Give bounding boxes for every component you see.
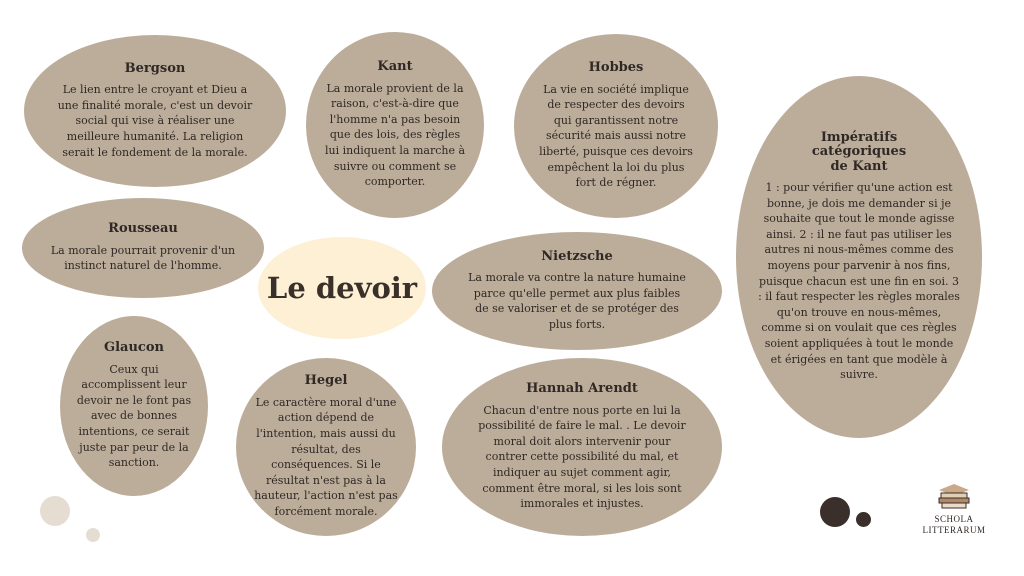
logo-line-2: LITTERARUM [922, 525, 986, 536]
bergson-text: Le lien entre le croyant et Dieu a une finalité morale, c'est un devoir social qui vise à réaliser une meilleure humanité. La religion serait le fondement de la morale. [57, 83, 253, 159]
hobbes-title: Hobbes [588, 60, 644, 76]
schola-logo [918, 480, 990, 537]
kant-text: La morale provient de la raison, c'est-à-dire que l'homme n'a pas besoin que des lois, des règles lui indiquent la marche à suivre ou comment se comporter. [324, 81, 466, 189]
decorative-dot-large-dark [820, 497, 850, 527]
hobbes-bubble [514, 34, 718, 218]
rousseau-title: Rousseau [108, 221, 178, 237]
imperatifs-title: Impératifs catégoriques de Kant [811, 130, 907, 174]
central-title: Le devoir [258, 237, 426, 339]
hegel-title: Hegel [304, 373, 348, 389]
imperatifs-text: 1 : pour vérifier qu'une action est bonne, je dois me demander si je souhaite que tout le monde agisse ainsi. 2 : il ne faut pas utiliser les autres ni nous-mêmes comme des moyens pour parvenir à nos fins, puisque chacun est une fin en soi. 3 : il faut respecter les règles morales qu'on trouve en nous-mêmes, comme si on voulait que ces règles soient appliquées à tout le monde et érigées en tant que modèle à suivre. [758, 180, 960, 382]
glaucon-text: Ceux qui accomplissent leur devoir ne le font pas avec de bonnes intentions, ce serait juste par peur de la sanction. [76, 362, 192, 470]
nietzsche-bubble [432, 232, 722, 350]
arendt-title: Hannah Arendt [526, 381, 638, 397]
bergson-bubble [24, 35, 286, 187]
rousseau-text: La morale pourrait provenir d'un instinct naturel de l'homme. [50, 243, 236, 273]
glaucon-title: Glaucon [104, 340, 164, 356]
decorative-dot-large-light [40, 496, 70, 526]
nietzsche-text: La morale va contre la nature humaine parce qu'elle permet aux plus faibles de se valoriser et de se protéger des plus forts. [468, 270, 686, 331]
decorative-dot-small-dark [856, 512, 871, 527]
arendt-bubble [442, 358, 722, 536]
imperatifs-bubble [736, 76, 982, 438]
books-icon [935, 480, 973, 510]
rousseau-bubble [22, 198, 264, 298]
kant-title: Kant [377, 59, 413, 75]
decorative-dot-small-light [86, 528, 100, 542]
hegel-bubble [236, 358, 416, 536]
nietzsche-title: Nietzsche [541, 248, 613, 264]
bergson-title: Bergson [124, 60, 186, 76]
logo-line-1: SCHOLA [934, 514, 974, 524]
arendt-text: Chacun d'entre nous porte en lui la possibilité de faire le mal. . Le devoir moral doit alors intervenir pour contrer cette possibilité du mal, et indiquer au sujet comment agir, comment être moral, si les lois sont immorales et injustes. [478, 403, 686, 511]
hobbes-text: La vie en société implique de respecter des devoirs qui garantissent notre sécurité mais aussi notre liberté, puisque ces devoirs empêchent la loi du plus fort de régner. [539, 82, 693, 190]
glaucon-bubble [60, 316, 208, 496]
kant-bubble [306, 32, 484, 218]
hegel-text: Le caractère moral d'une action dépend de l'intention, mais aussi du résultat, des conséquences. Si le résultat n'est pas à la hauteur, l'action n'est pas forcément morale. [254, 395, 398, 518]
